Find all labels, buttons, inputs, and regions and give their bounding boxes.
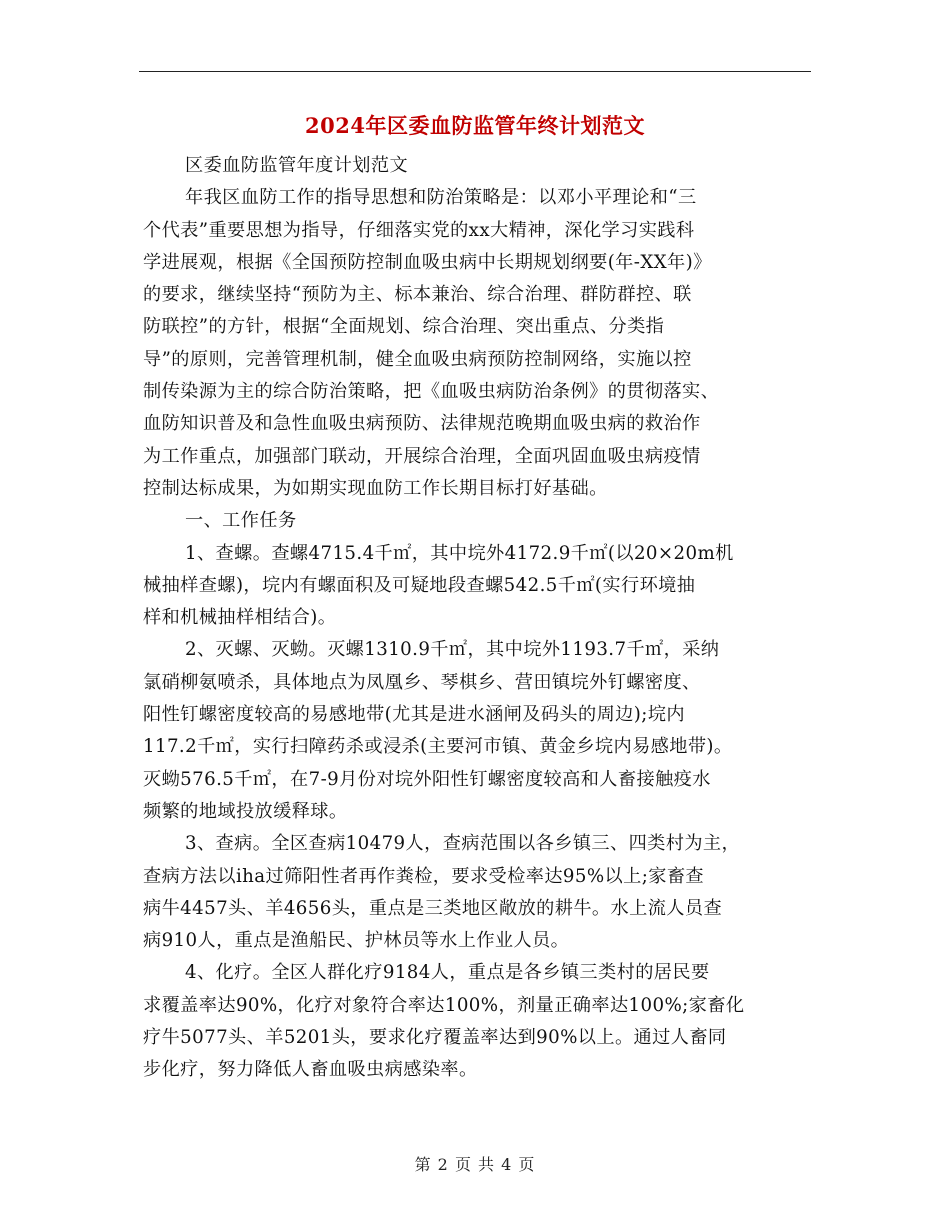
body-line: 2、灭螺、灭蚴。灭螺1310.9千㎡，其中垸外1193.7千㎡，采纳 bbox=[185, 639, 720, 661]
body-line: 样和机械抽样相结合)。 bbox=[143, 607, 337, 629]
body-line: 防联控”的方针，根据“全面规划、综合治理、突出重点、分类指 bbox=[143, 316, 665, 338]
body-line: 4、化疗。全区人群化疗9184人，重点是各乡镇三类村的居民要 bbox=[185, 962, 710, 984]
body-line: 3、查病。全区查病10479人，查病范围以各乡镇三、四类村为主， bbox=[185, 833, 741, 855]
body-line: 区委血防监管年度计划范文 bbox=[185, 155, 409, 176]
body-line: 械抽样查螺)，垸内有螺面积及可疑地段查螺542.5千㎡(实行环境抽 bbox=[143, 574, 696, 596]
body-line: 病910人，重点是渔船民、护林员等水上作业人员。 bbox=[143, 930, 570, 952]
body-line: 的要求，继续坚持“预防为主、标本兼治、综合治理、群防群控、联 bbox=[143, 284, 692, 306]
body-line: 疗牛5077头、羊5201头，要求化疗覆盖率达到90%以上。通过人畜同 bbox=[143, 1027, 727, 1049]
body-line: 制传染源为主的综合防治策略，把《血吸虫病防治条例》的贯彻落实、 bbox=[143, 381, 720, 403]
body-line: 病牛4457头、羊4656头，重点是三类地区敞放的耕牛。水上流人员查 bbox=[143, 897, 723, 919]
body-line: 学进展观，根据《全国预防控制血吸虫病中长期规划纲要(年-XX年)》 bbox=[143, 251, 712, 273]
body-line: 导”的原则，完善管理机制，健全血吸虫病预防控制网络，实施以控 bbox=[143, 348, 692, 370]
body-line: 查病方法以iha过筛阳性者再作粪检，要求受检率达95%以上;家畜查 bbox=[143, 865, 705, 887]
section-heading: 一、工作任务 bbox=[185, 510, 297, 532]
body-line: 控制达标成果，为如期实现血防工作长期目标打好基础。 bbox=[143, 477, 608, 499]
body-line: 频繁的地域投放缓释球。 bbox=[143, 800, 348, 822]
body-line: 求覆盖率达90%，化疗对象符合率达100%，剂量正确率达100%;家畜化 bbox=[143, 994, 745, 1016]
body-line: 117.2千㎡，实行扫障药杀或浸杀(主要河市镇、黄金乡垸内易感地带)。 bbox=[143, 736, 733, 758]
body-line: 为工作重点，加强部门联动，开展综合治理，全面巩固血吸虫病疫情 bbox=[143, 445, 701, 467]
document-title: 2024年区委血防监管年终计划范文 bbox=[305, 113, 645, 138]
page-number: 第 2 页 共 4 页 bbox=[414, 1155, 536, 1174]
body-line: 年我区血防工作的指导思想和防治策略是：以邓小平理论和“三 bbox=[185, 187, 697, 209]
body-line: 灭蚴576.5千㎡，在7-9月份对垸外阳性钉螺密度较高和人畜接触疫水 bbox=[143, 768, 711, 790]
body-line: 血防知识普及和急性血吸虫病预防、法律规范晚期血吸虫病的救治作 bbox=[143, 413, 701, 435]
body-line: 步化疗，努力降低人畜血吸虫病感染率。 bbox=[143, 1059, 478, 1081]
document-body bbox=[143, 150, 815, 1087]
body-line: 氯硝柳氨喷杀，具体地点为凤凰乡、琴棋乡、营田镇垸外钉螺密度、 bbox=[143, 671, 701, 693]
header-rule bbox=[139, 71, 811, 72]
body-line: 阳性钉螺密度较高的易感地带(尤其是进水涵闸及码头的周边);垸内 bbox=[143, 704, 685, 726]
body-line: 个代表”重要思想为指导，仔细落实党的xx大精神，深化学习实践科 bbox=[143, 219, 695, 241]
body-line: 1、查螺。查螺4715.4千㎡，其中垸外4172.9千㎡(以20×20m机 bbox=[185, 542, 734, 564]
